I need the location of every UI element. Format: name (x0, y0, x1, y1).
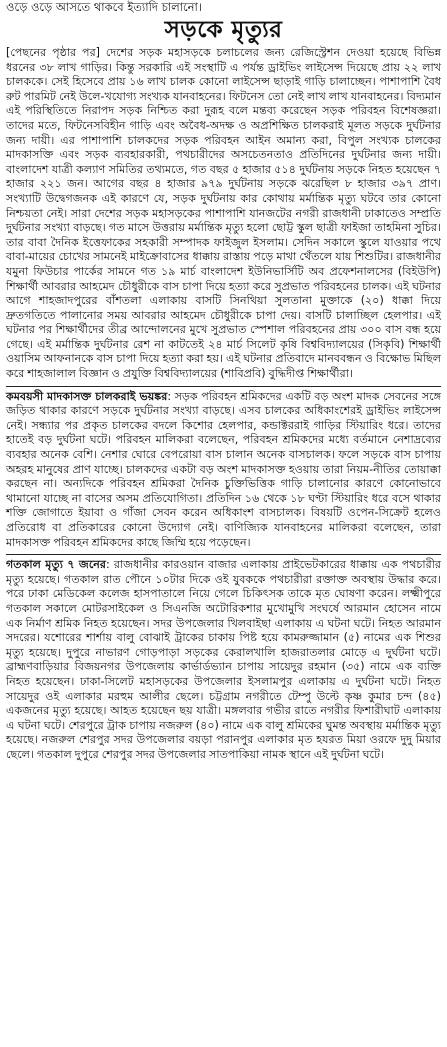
article-paragraph-2 (6, 390, 441, 551)
paragraph-3-body: : রাজধানীর কারওয়ান বাজার এলাকায় প্রাইভেটকারের ধাক্কায় এক পথচারীর মৃত্যু হয়েছে। গতকাল রাত পৌনে ১০টার দিকে ওই যুবককে পথচারীরা রক্তাক্ত অবস্থায় উদ্ধার করে। পরে ঢাকা মেডিকেল কলেজ হাসপাতালে নিয়ে গেলে চিকিৎসক তাকে মৃত ঘোষণা করেন। লক্ষ্মীপুরে গতকাল সকালে মোটরসাইকেল ও সিএনজি অটোরিকশার মুখোমুখি সংঘর্ষে আরমান হোসেন নামে এক নির্মাণ শ্রমিক নিহত হয়েছেন। সদর উপজেলার খিলবাইছা এলাকায় এ ঘটনা ঘটে। নিহত আরমান সদরের। যশোরের শার্শায় বালু বোঝাই ট্রাকের চাকায় পিষ্ট হয়ে কামরুজ্জামান (৫) নামের এক শিশুর মৃত্যু হয়েছে। দুপুরে নাভারণ গোড়পাড়া সড়কের কেরালখালি হাজরাতলার মোড়ে এ দুর্ঘটনা ঘটে। ব্রাহ্মণবাড়িয়ার বিজয়নগর উপজেলায় কার্ভার্ডভ্যান চাপায় সায়েদুর রহমান (৩৫) নামে এক ব্যক্তি নিহত হয়েছেন। ঢাকা-সিলেট মহাসড়কের উপজেলার ইসলামপুর এলাকায় এ দুর্ঘটনা ঘটে। নিহত সায়েদুর ওই এলাকার মরহুম আলীর ছেলে। চট্টগ্রাম নগরীতে টেম্পু উল্টে কৃষ্ণ কুমার চন্দ (৪৫) একজনের মৃত্যু হয়েছে। আহত হয়েছেন ছয় যাত্রী। মঙ্গলবার গভীর রাতে নগরীর ফিশারীঘাট এলাকায় এ ঘটনা ঘটে। শেরপুরে ট্রাক চাপায় নজরুল (৪০) নামে এক বালু শ্রমিকের ঘুমন্ত অবস্থায় মর্মান্তিক মৃত্যু হয়েছে। নজরুল শেরপুর সদর উপজেলার বয়ড়া পরানপুর এলাকার মৃত হযরত মিয়া ওরফে দুদু মিয়ার ছেলে। গতকাল দুপুরে শেরপুর সদর উপজেলার সাতপাকিয়া নামক স্থানে এই দুর্ঘটনা ঘটে। (6, 558, 441, 761)
previous-article-tail: ওড়ে ওড়ে আসতে থাকবে ইত্যাদি চালানো। (6, 0, 202, 14)
subheading-drug-addicted-drivers: কমবয়সী মাদকাসক্ত চালকরাই ভয়ঙ্কর (6, 389, 168, 403)
section-divider (6, 386, 441, 387)
article-paragraph-1: [পেছনের পৃষ্ঠার পর] দেশের সড়ক মহাসড়কে চলাচলের জন্য রেজিস্ট্রেশন দেওয়া হয়েছে বিভিন্ন ধরনের ৩৮ লাখ গাড়ির। কিন্তু সরকারি এই সংস্থাটি এ পর্যন্ত ড্রাইভিং লাইসেন্স দিয়েছে প্রায় ২২ লাখ চালককে। সেই হিসেবে প্রায় ১৬ লাখ চালক কোনো লাইসেন্স ছাড়াই গাড়ি চালাচ্ছেন। পাশাপাশি বৈধ রুট পারমিট নেই উলে-খযোগ্য সংখ্যক যানবাহনের। ফিটনেস তো নেই লাখ লাখ যানবাহনের। বিদ্যমান এই পরিস্থিতিতে নিরাপদ সড়ক নিশ্চিত করা দুরূহ বলে মন্তব্য করেছেন সড়ক পরিবহন বিশেষজ্ঞরা। তাদের মতে, ফিটনেসবিহীন গাড়ি এবং অবৈধ-অদক্ষ ও অপ্রশিক্ষিত চালকরাই মূলত সড়কে দুর্ঘটনার জন্য দায়ী। এর পাশাপাশি চালকদের সড়ক পরিবহন আইন অমান্য করা, বিপুল সংখ্যক চালকের মাদকাসক্তি এবং সড়ক ব্যবহারকারী, পথচারীদের অসচেতনতাও প্রতিদিনের দুর্ঘটনার জন্য দায়ী। বাংলাদেশ যাত্রী কল্যাণ সমিতির তথ্যমতে, গত বছর ৫ হাজার ৫১৪ দুর্ঘটনায় সড়কে নিহত হয়েছেন ৭ হাজার ২২১ জন। আগের বছর ৪ হাজার ৯৭৯ দুর্ঘটনায় সড়কে ঝরেছিল ৮ হাজার ৩৯৭ প্রাণ। সংখ্যাটি উদ্বেগজনক এই কারণে যে, সড়ক দুর্ঘটনায় কার কোথায় মর্মান্তিক মৃত্যু ঘটবে তার কোনো নিশ্চয়তা নেই। সারা দেশের সড়ক মহাসড়কের পাশাপাশি যানজটের নগরী রাজধানী ঢাকাতেও সম্প্রতি দুর্ঘটনার সংখ্যা বাড়ছে। গত মাসে উত্তরায় মর্মান্তিক মৃত্যু হলো ছোট্ট স্কুল ছাত্রী ফাইজা তাহমিনা সুচির। তার বাবা দৈনিক ইত্তেফাকের সহকারী সম্পাদক ফাইজুল ইসলাম। সেদিন সকালে স্কুলে যাওয়ার পথে বাবা-মায়ের চোখের সামনেই মাইক্রোবাসের ধাক্কায় রাস্তায় পড়ে মাথা থেঁতলে যায় শিশুটির। রাজধানীর যমুনা ফিউচার পার্কের সামনে গত ১৯ মার্চ বাংলাদেশ ইউনিভার্সিটি অব প্রফেশনালসের (বিইউপি) শিক্ষার্থী আবরার আহমেদ চৌধুরীকে বাস চাপা দিয়ে হত্যা করে সুপ্রভাত পরিবহনের চালক। এই ঘটনার আগে শাহজাদপুরের বাঁশতলা এলাকায় বাসটি সিনথিয়া সুলতানা মুক্তাকে (২০) ধাক্কা দিয়ে দ্রুতগতিতে পালানোর সময় আবরার আহমেদ চৌধুরীকে চাপা দেয়। বাসটি চালাচ্ছিল হেলপার। এই ঘটনার পর শিক্ষার্থীদের তীব্র আন্দোলনের মুখে সুপ্রভাত স্পেশাল পরিবহনের প্রায় ৩০০ বাস বন্ধ হয়ে গেছে। এই মর্মান্তিক দুর্ঘটনার রেশ না কাটতেই ২৪ মার্চ সিলেট কৃষি বিশ্ববিদ্যালয়ের (সিকৃবি) শিক্ষার্থী ওয়াসিম আফনানকে বাস চাপা দিয়ে হত্যা করা হয়। এই ঘটনার প্রতিবাদে মানববন্ধন ও বিক্ষোভ মিছিল করে শাহজালাল বিজ্ঞান ও প্রযুক্তি বিশ্ববিদ্যালয়ের (শাবিপ্রবি) বুদ্ধিদীপ্ত শিক্ষার্থীরা। (6, 46, 441, 381)
section-divider (6, 554, 441, 555)
subheading-yesterday-deaths: গতকাল মৃত্যু ৭ জনের (6, 558, 107, 572)
article-paragraph-3 (6, 558, 441, 762)
paragraph-2-body: : সড়ক পরিবহন শ্রমিকদের একটি বড় অংশ মাদক সেবনের সঙ্গে জড়িত থাকার কারণে সড়কে দুর্ঘটনার সংখ্যা বাড়ছে। এসব চালকের অধিকাংশেরই ড্রাইভিং লাইসেন্স নেই। সন্ধ্যার পর প্রকৃত চালকের বদলে কিশোর হেলপার, কন্ডাক্টররাই গাড়ির স্টিয়ারিং ধরে। তাদের হাতেই বড় দুর্ঘটনা ঘটে। পরিবহন মালিকরা বলেছেন, পরিবহন শ্রমিকদের মধ্যে বর্তমানে নেশাদ্রব্যের ব্যবহার অনেক বেশি। নেশার ঘোরে বেপরোয়া বাস চালান অনেক বাসচালক। ফলে সড়কে বাস চাপায় অহরহ মানুষের প্রাণ যাচ্ছে। চালকদের একটা বড় অংশ মাদকাসক্ত হওয়ায় তারা নিয়ম-নীতির তোয়াক্কা করছেন না। অন্যদিকে পরিবহন শ্রমিকরা দৈনিক চুক্তিভিত্তিক গাড়ি চালানোর কারণে কোনোভাবে থামানো যাচ্ছে না বাসের অসম প্রতিযোগিতা। প্রতিদিন ১৬ থেকে ১৮ ঘণ্টা স্টিয়ারিং ধরে বসে থাকার শক্তি জোগাতে ইয়াবা ও গাঁজা সেবন করেন অধিকাংশ বাসচালক। বিষয়টি ওপেন-সিক্রেট হলেও প্রতিরোধ বা প্রতিকারের কোনো উদ্যোগ নেই। বাণিজ্যিক যানবাহনের মালিকরা বলেছেন, তারা মাদকাসক্ত পরিবহন শ্রমিকদের কাছে জিম্মি হয়ে পড়েছেন। (6, 389, 441, 549)
article-headline: সড়কে মৃত্যুর (164, 17, 283, 43)
